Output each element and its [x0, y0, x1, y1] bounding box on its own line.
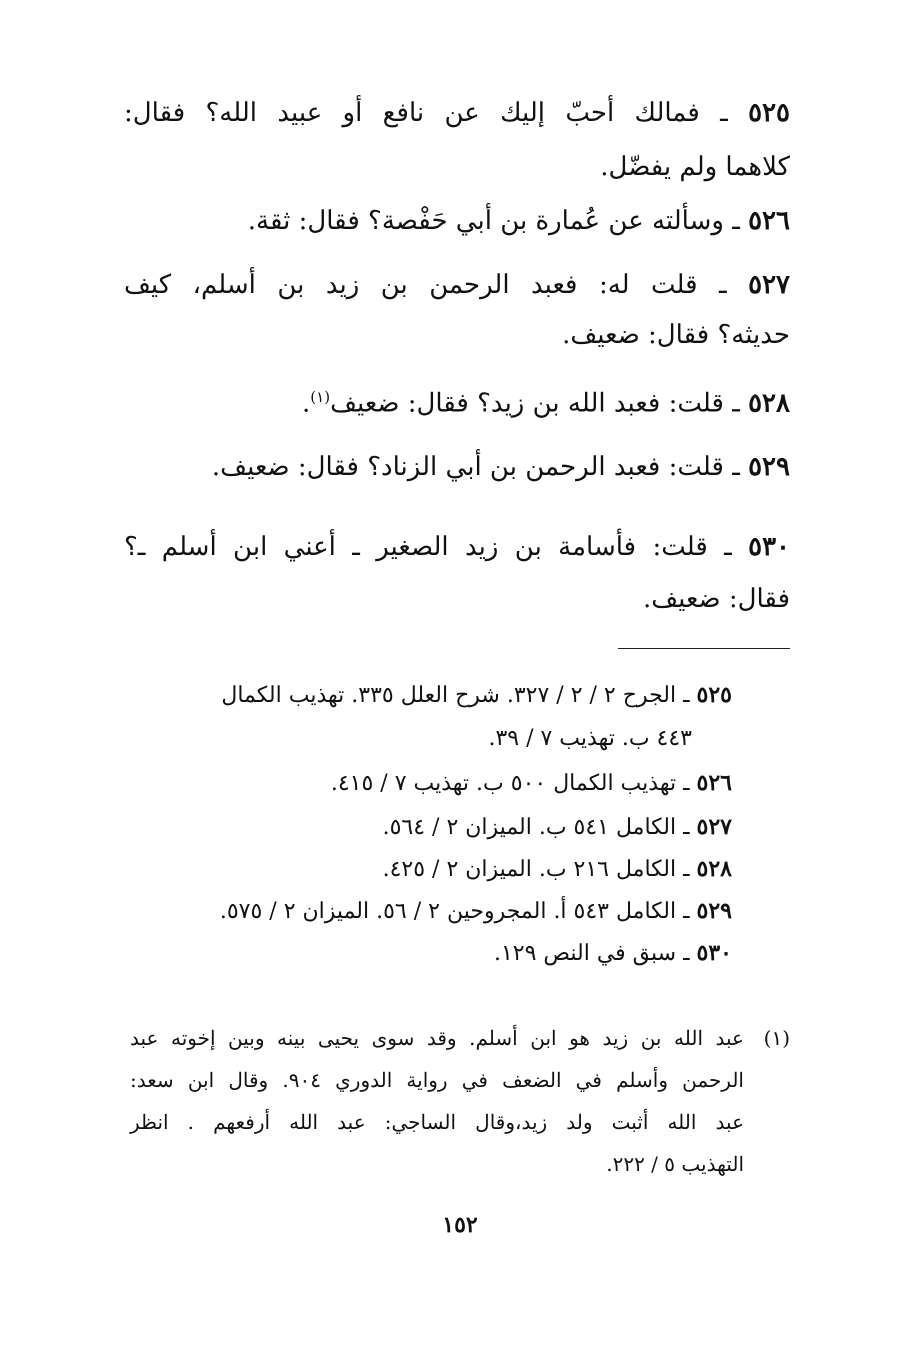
- source-527: [383, 814, 732, 840]
- entry-number: ٥٢٦: [748, 206, 790, 236]
- entry-number: ٥٣٠: [748, 532, 791, 562]
- source-number: ٥٢٥: [696, 682, 732, 708]
- source-525: [221, 682, 732, 708]
- source-number: ٥٢٦: [696, 770, 732, 796]
- footnote-line-3: عبد الله أثبت ولد زيد،وقال الساجي: عبد الله أرفعهم . انظر: [130, 1110, 744, 1134]
- entry-text-tail: .: [302, 388, 311, 419]
- source-number: ٥٢٨: [696, 856, 732, 882]
- source-number: ٥٢٧: [696, 814, 732, 840]
- source-528: [383, 856, 732, 882]
- entry-529: [212, 452, 790, 482]
- footnote-line-1: عبد الله بن زيد هو ابن أسلم. وقد سوى يحيى بينه وبين إخوته عبد: [130, 1026, 744, 1050]
- source-530: [494, 940, 732, 966]
- source-526: [331, 770, 732, 796]
- source-text: ـ الجرح ٢ / ٢ / ٣٢٧. شرح العلل ٣٣٥. تهذيب الكمال: [221, 683, 690, 708]
- page-number: ١٥٢: [442, 1212, 478, 1238]
- entry-text: ـ قلت: فعبد الله بن زيد؟ فقال: ضعيف: [330, 388, 740, 419]
- entry-text: ـ فمالك أحبّ إليك عن نافع أو عبيد الله؟ فقال:: [124, 98, 728, 128]
- source-text: ـ الكامل ٥٤٣ أ. المجروحين ٢ / ٥٦. الميزان ٢ / ٥٧٥.: [219, 899, 690, 924]
- source-text: ـ الكامل ٢١٦ ب. الميزان ٢ / ٤٢٥.: [382, 857, 690, 882]
- entry-525: [124, 98, 790, 128]
- entry-number: ٥٢٨: [748, 388, 790, 419]
- entry-number: ٥٢٩: [748, 452, 790, 482]
- footnote-line-4: التهذيب ٥ / ٢٢٢.: [606, 1152, 744, 1176]
- entry-530-continued: فقال: ضعيف.: [642, 584, 790, 614]
- source-text: ـ سبق في النص ١٢٩.: [493, 941, 690, 966]
- source-number: ٥٣٠: [696, 940, 732, 966]
- source-529: [220, 898, 732, 924]
- source-number: ٥٢٩: [696, 898, 732, 924]
- source-525-continued: ٤٤٣ ب. تهذيب ٧ / ٣٩.: [488, 726, 692, 751]
- entry-527-continued: حديثه؟ فقال: ضعيف.: [562, 320, 790, 350]
- separator-rule: [618, 648, 790, 649]
- entry-number: ٥٢٧: [748, 270, 791, 300]
- entry-528: [302, 388, 790, 419]
- entry-number: ٥٢٥: [748, 98, 791, 128]
- footnote-reference: (١): [310, 388, 331, 406]
- source-text: ـ الكامل ٥٤١ ب. الميزان ٢ / ٥٦٤.: [382, 815, 690, 840]
- entry-525-continued: كلاهما ولم يفضّل.: [600, 152, 790, 182]
- entry-text: ـ وسألته عن عُمارة بن أبي حَفْصة؟ فقال: ثقة.: [247, 206, 740, 236]
- footnote-marker: (١): [763, 1026, 790, 1050]
- entry-text: ـ قلت: فأسامة بن زيد الصغير ـ أعني ابن أسلم ـ؟: [124, 532, 732, 562]
- footnote-line-2: الرحمن وأسلم في الضعف في رواية الدوري ٩٠٤. وقال ابن سعد:: [130, 1068, 744, 1092]
- source-text: ـ تهذيب الكمال ٥٠٠ ب. تهذيب ٧ / ٤١٥.: [330, 771, 690, 796]
- entry-527: [124, 270, 790, 300]
- entry-530: [124, 532, 790, 562]
- entry-text: ـ قلت: فعبد الرحمن بن أبي الزناد؟ فقال: ضعيف.: [211, 452, 740, 482]
- entry-text: ـ قلت له: فعبد الرحمن بن زيد بن أسلم، كيف: [124, 270, 727, 300]
- entry-526: [248, 206, 790, 236]
